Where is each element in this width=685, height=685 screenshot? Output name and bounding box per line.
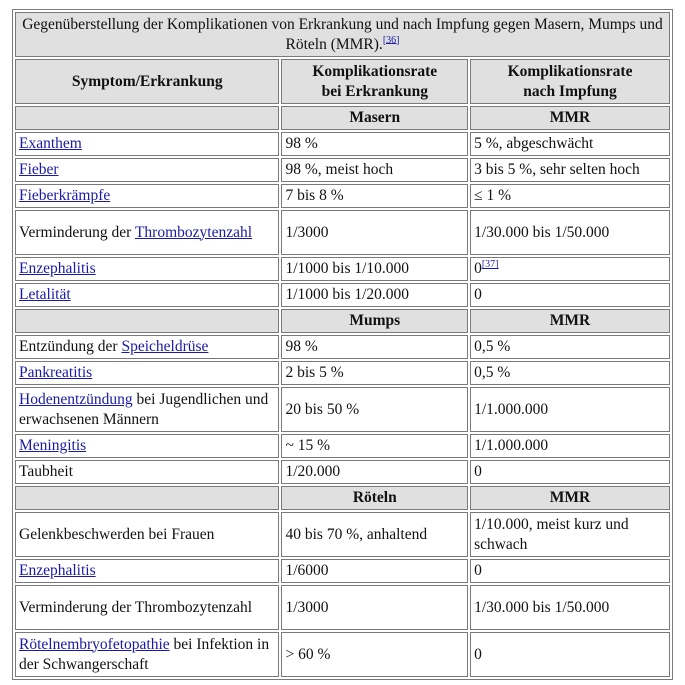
symptom-cell [15,283,279,307]
disease-rate-cell: 1/6000 [281,559,468,583]
table-row [15,387,670,432]
symptom-cell [15,184,279,208]
table-row [15,335,670,359]
symptom-link[interactable]: Exanthem [19,135,82,152]
symptom-link[interactable]: Fieber [19,161,59,178]
symptom-cell [15,361,279,385]
table-row [15,632,670,677]
vaccine-rate-value: 1/10.000, meist kurz und schwach [474,515,629,553]
header-vaccine-rate-line2: nach Impfung [523,82,617,100]
vaccine-rate-cell [470,210,670,255]
section-disease-label: Röteln [281,486,468,510]
vaccine-rate-value: 3 bis 5 %, sehr selten hoch [474,161,640,178]
disease-rate-cell: 1/3000 [281,210,468,255]
symptom-link[interactable]: Meningitis [19,437,87,454]
symptom-link[interactable]: Hodenentzündung [19,390,133,408]
vaccine-rate-value: 0 [474,645,482,663]
symptom-cell [15,585,279,630]
table-row [15,361,670,385]
vaccine-rate-value: 0 [474,463,482,480]
section-header-row [15,486,670,510]
vaccine-rate-value: 0,5 % [474,364,511,381]
caption-reference-link[interactable]: [36] [382,34,400,46]
vaccine-rate-value: 1/1.000.000 [474,400,549,418]
disease-rate-cell: 1/3000 [281,585,468,630]
table-body [15,106,670,677]
vaccine-rate-value: 0 [474,562,482,579]
section-vaccine-label: MMR [470,486,670,510]
symptom-text: Taubheit [19,463,74,480]
symptom-cell [15,387,279,432]
vaccine-rate-cell [470,132,670,156]
disease-rate-cell: 40 bis 70 %, anhaltend [281,512,468,557]
table-row [15,559,670,583]
vaccine-reference-link[interactable]: [37] [481,258,499,270]
header-vaccine-rate-line1: Komplikationsrate [507,62,633,80]
disease-rate-cell: > 60 % [281,632,468,677]
section-disease-label: Masern [281,106,468,130]
symptom-link[interactable]: Thrombozytenzahl [134,223,253,241]
symptom-link[interactable]: Enzephalitis [19,260,96,277]
disease-rate-cell: 1/1000 bis 1/20.000 [281,283,468,307]
vaccine-rate-cell [470,335,670,359]
symptom-link[interactable]: Fieberkrämpfe [19,187,111,204]
vaccine-rate-value: 1/30.000 bis 1/50.000 [474,223,610,241]
vaccine-rate-value: 0 [474,260,482,277]
disease-rate-cell: 1/20.000 [281,460,468,484]
vaccine-rate-cell [470,585,670,630]
vaccine-rate-cell [470,632,670,677]
table-row [15,132,670,156]
comparison-table-container [12,9,673,680]
vaccine-rate-cell [470,460,670,484]
symptom-link[interactable]: Pankreatitis [19,364,93,381]
vaccine-rate-cell [470,283,670,307]
symptom-cell [15,210,279,255]
table-row [15,158,670,182]
symptom-text: Entzündung der [19,338,118,355]
vaccine-rate-value: 0,5 % [474,338,511,355]
vaccine-rate-cell [470,434,670,458]
disease-rate-cell: 2 bis 5 % [281,361,468,385]
symptom-cell [15,158,279,182]
disease-rate-cell: 20 bis 50 % [281,387,468,432]
symptom-text: Verminderung der Thrombozytenzahl [19,598,252,616]
table-row [15,210,670,255]
symptom-link[interactable]: Letalität [19,286,71,303]
symptom-text: Verminderung der [19,223,132,241]
header-vaccine-rate [470,59,670,104]
vaccine-rate-value: 0 [474,286,482,303]
header-disease-rate-line1: Komplikationsrate [312,62,438,80]
disease-rate-cell: 7 bis 8 % [281,184,468,208]
vaccine-rate-cell [470,158,670,182]
symptom-cell [15,257,279,281]
symptom-cell [15,559,279,583]
vaccine-rate-value: 1/30.000 bis 1/50.000 [474,598,610,616]
caption-text: Gegenüberstellung der Komplikationen von Erkrankung und nach Impfung gegen Masern, Mumps und Röteln (MMR). [22,15,663,53]
table-row [15,283,670,307]
section-blank-cell [15,106,279,130]
vaccine-rate-cell [470,559,670,583]
symptom-link[interactable]: Enzephalitis [19,562,96,579]
section-blank-cell [15,309,279,333]
table-row [15,184,670,208]
symptom-cell [15,460,279,484]
section-vaccine-label: MMR [470,309,670,333]
symptom-cell [15,512,279,557]
section-blank-cell [15,486,279,510]
table-row [15,257,670,281]
disease-rate-cell: 98 % [281,335,468,359]
table-row [15,512,670,557]
symptom-text-suffix: bei Jugendlichen und erwachsenen Männern [19,390,269,428]
disease-rate-cell: 98 % [281,132,468,156]
table-row [15,585,670,630]
header-symptom-label: Symptom/Erkrankung [71,72,223,90]
symptom-text: Gelenkbeschwerden bei Frauen [19,525,215,543]
symptom-text-suffix: bei Infektion in der Schwangerschaft [19,635,270,673]
vaccine-rate-cell [470,361,670,385]
section-vaccine-label: MMR [470,106,670,130]
vaccine-rate-cell [470,184,670,208]
symptom-cell [15,335,279,359]
symptom-link[interactable]: Rötelnembryofetopathie [19,635,170,653]
disease-rate-cell: 1/1000 bis 1/10.000 [281,257,468,281]
table-row [15,434,670,458]
disease-rate-cell: 98 %, meist hoch [281,158,468,182]
vaccine-rate-value: 1/1.000.000 [474,437,549,454]
header-disease-rate-line2: bei Erkrankung [321,82,428,100]
header-symptom [15,59,279,104]
complications-table [12,9,673,680]
vaccine-rate-cell [470,387,670,432]
section-header-row [15,106,670,130]
symptom-link[interactable]: Speicheldrüse [121,338,209,355]
symptom-cell [15,632,279,677]
header-disease-rate [281,59,468,104]
table-caption [15,12,670,57]
vaccine-rate-cell [470,512,670,557]
section-header-row [15,309,670,333]
vaccine-rate-value: 5 %, abgeschwächt [474,135,594,152]
section-disease-label: Mumps [281,309,468,333]
symptom-cell [15,434,279,458]
disease-rate-cell: ~ 15 % [281,434,468,458]
table-row [15,460,670,484]
vaccine-rate-cell [470,257,670,281]
vaccine-rate-value: ≤ 1 % [474,187,511,204]
symptom-cell [15,132,279,156]
